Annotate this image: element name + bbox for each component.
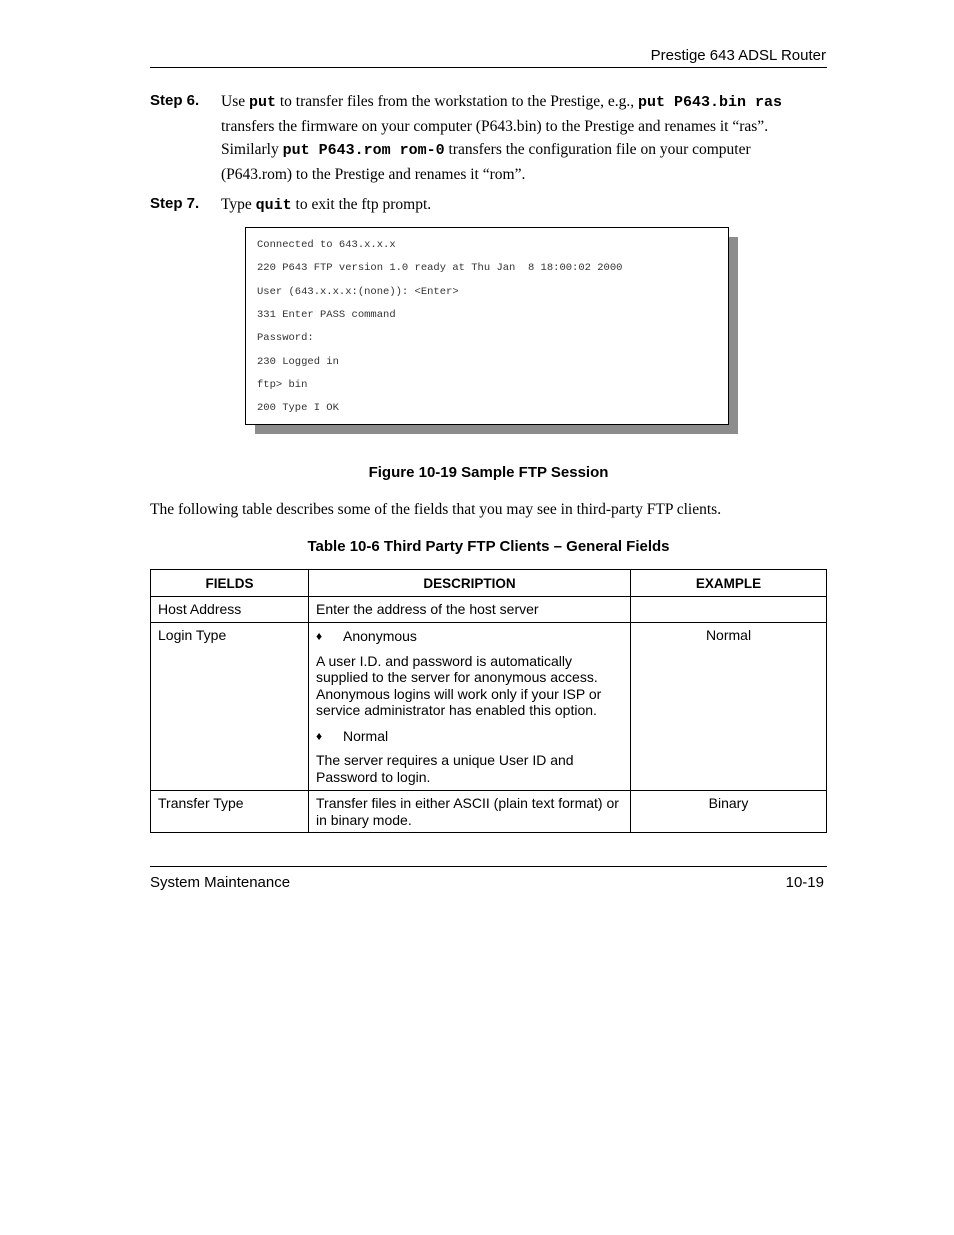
diamond-bullet-icon: ♦ — [316, 728, 323, 743]
table-row — [151, 623, 827, 791]
step-6-code-rom: put P643.rom rom-0 — [282, 142, 445, 159]
step-6-label: Step 6. — [150, 92, 200, 109]
step-6-text-6: (P643.rom) to the Prestige and renames it “rom”. — [221, 165, 526, 183]
ftp-console-box — [245, 227, 729, 425]
page-header-title: Prestige 643 ADSL Router — [650, 47, 826, 64]
example-text — [638, 597, 819, 601]
footer-section-title: System Maintenance — [150, 874, 291, 891]
table-row — [151, 597, 827, 623]
step-6-text-2: to transfer files from the workstation to the Prestige, e.g., — [276, 93, 639, 110]
header-example: EXAMPLE — [631, 570, 827, 597]
step-6-text-1: Use — [221, 93, 249, 110]
step-7-text — [221, 193, 826, 218]
step-7-code-quit: quit — [255, 197, 292, 214]
console-line: 200 Type I OK — [257, 402, 339, 414]
diamond-bullet-icon: ♦ — [316, 629, 323, 643]
intro-paragraph: The following table describes some of the fields that you may see in third-party FTP clients. — [150, 501, 722, 518]
console-line: Password: — [257, 332, 314, 344]
bullet-item-normal — [316, 728, 623, 745]
step-6 — [150, 90, 827, 184]
console-line: Connected to 643.x.x.x — [257, 239, 396, 251]
normal-description: The server requires a unique User ID and Password to login. — [316, 752, 574, 785]
table-caption: Table 10-6 Third Party FTP Clients – General Fields — [307, 538, 670, 555]
field-cell — [151, 623, 309, 791]
console-line: User (643.x.x.x:(none)): <Enter> — [257, 286, 459, 298]
step-6-text-4: Similarly — [221, 141, 283, 158]
example-cell — [631, 597, 827, 623]
step-6-code-put: put — [248, 94, 276, 111]
table-header-row — [151, 570, 827, 597]
step-6-text-3: transfers the firmware on your computer (P643.bin) to the Prestige and renames it “ras”. — [221, 117, 769, 135]
header-fields: FIELDS — [151, 570, 309, 597]
field-name: Transfer Type — [158, 795, 244, 811]
console-line: 331 Enter PASS command — [257, 309, 396, 321]
console-line: ftp> bin — [257, 379, 308, 391]
header-description: DESCRIPTION — [309, 570, 631, 597]
bullet-item-anonymous — [316, 628, 623, 645]
field-name: Host Address — [158, 601, 242, 617]
description-cell — [309, 597, 631, 623]
description-text: Enter the address of the host server — [316, 601, 539, 617]
console-line: 230 Logged in — [257, 356, 339, 368]
example-text: Binary — [708, 795, 749, 811]
anonymous-description: A user I.D. and password is automatically supplied to the server for anonymous access. Anonymous logins will work only if your ISP or service administrator has enabled this option. — [316, 652, 602, 718]
step-7-label: Step 7. — [150, 195, 200, 212]
example-text: Normal — [705, 627, 752, 643]
example-cell — [631, 623, 827, 791]
description-cell — [309, 623, 631, 791]
step-7-text-2: to exit the ftp prompt. — [291, 196, 432, 213]
step-7-text-1: Type — [221, 196, 256, 213]
example-cell — [631, 791, 827, 833]
field-cell — [151, 597, 309, 623]
field-cell — [151, 791, 309, 833]
console-line: 220 P643 FTP version 1.0 ready at Thu Jan 8 18:00:02 2000 — [257, 262, 623, 274]
table-row — [151, 791, 827, 833]
ftp-fields-table — [150, 569, 827, 833]
footer-divider — [150, 866, 827, 867]
bullet-label: Normal — [343, 727, 389, 744]
step-7 — [150, 193, 827, 217]
bullet-label: Anonymous — [343, 628, 417, 644]
step-6-text-5: transfers the configuration file on your computer — [444, 141, 751, 158]
description-text: Transfer files in either ASCII (plain text format) or in binary mode. — [316, 795, 619, 828]
page-number: 10-19 — [785, 874, 824, 891]
description-cell — [309, 791, 631, 833]
step-6-code-example: put P643.bin ras — [638, 94, 783, 111]
step-6-text — [221, 90, 826, 186]
field-name: Login Type — [158, 627, 227, 643]
header-divider — [150, 67, 827, 68]
figure-caption: Figure 10-19 Sample FTP Session — [368, 464, 609, 481]
